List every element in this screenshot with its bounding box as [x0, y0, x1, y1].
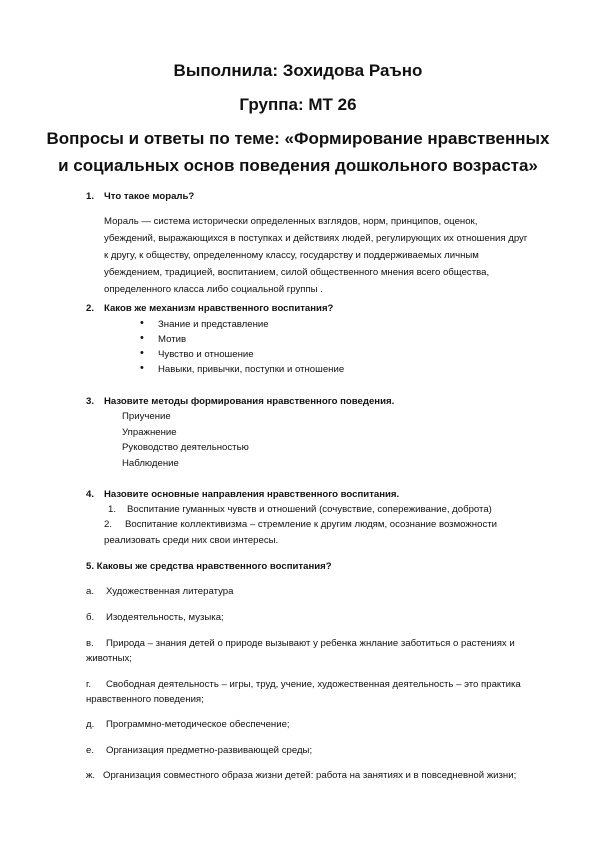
q5-list-item: Природа – знания детей о природе вызывают у ребенка жнлание заботиться о растениях и: [106, 638, 515, 649]
q5-item-letter: б.: [86, 612, 95, 623]
q1-answer-line: Мораль — система исторически определенных взглядов, норм, принципов, оценок,: [104, 216, 478, 227]
q2-list-item: Знание и представление: [158, 319, 269, 330]
q4-list-item: Воспитание гуманных чувств и отношений (сочувствие, сопереживание, доброта): [127, 504, 492, 515]
q5-list-item-continuation: нравственного поведения;: [86, 694, 204, 705]
q2-list-item: Чувство и отношение: [158, 349, 254, 360]
q3-question: Назовите методы формирования нравственного поведения.: [104, 396, 395, 407]
q5-list-item: Организация предметно-развивающей среды;: [106, 745, 313, 756]
q5-list-item: Свободная деятельность – игры, труд, учение, художественная деятельность – это практика: [106, 679, 521, 690]
q4-item-number: 1.: [108, 504, 117, 515]
q1-answer-line: к другу, к обществу, определенному классу, государству и поддерживаемых личным: [104, 250, 479, 261]
q1-question: Что такое мораль?: [104, 191, 195, 202]
q3-list-item: Наблюдение: [122, 458, 179, 469]
q1-answer-line: определенного класса либо социальной группы .: [104, 284, 323, 295]
q1-answer-line: убеждений, выражающихся в поступках и действиях людей, регулирующих их отношения друг: [104, 233, 528, 244]
q5-item-letter: г.: [86, 679, 91, 690]
q5-item-letter: ж.: [86, 770, 96, 781]
q4-number: 4.: [86, 489, 95, 500]
bullet-icon: •: [140, 317, 144, 329]
q4-question: Назовите основные направления нравственного воспитания.: [104, 489, 400, 500]
author-heading: Выполнила: Зохидова Раъно: [173, 61, 423, 80]
q4-item-number: 2.: [104, 519, 113, 530]
q5-question: 5. Каковы же средства нравственного воспитания?: [86, 561, 332, 572]
q5-list-item: Организация совместного образа жизни детей: работа на занятиях и в повседневной жизни;: [103, 770, 517, 781]
bullet-icon: •: [140, 332, 144, 344]
q4-list-item-continuation: реализовать среди них свои интересы.: [104, 535, 279, 546]
q5-list-item-continuation: животных;: [86, 653, 132, 664]
q3-list-item: Приучение: [122, 411, 171, 422]
q3-number: 3.: [86, 396, 95, 407]
bullet-icon: •: [140, 362, 144, 374]
title-line-2: и социальных основ поведения дошкольного возраста»: [58, 156, 538, 175]
q2-list-item: Мотив: [158, 334, 187, 345]
title-line-1: Вопросы и ответы по теме: «Формирование нравственных: [46, 129, 550, 148]
q5-list-item: Программно-методическое обеспечение;: [106, 719, 290, 730]
q5-item-letter: е.: [86, 745, 95, 756]
q5-item-letter: а.: [86, 586, 95, 597]
q5-list-item: Художественная литература: [106, 586, 234, 597]
q2-list-item: Навыки, привычки, поступки и отношение: [158, 364, 345, 375]
q5-item-letter: в.: [86, 638, 94, 649]
q1-answer-line: убеждением, традицией, воспитанием, силой общественного мнения всего общества,: [104, 267, 490, 278]
q2-question: Каков же механизм нравственного воспитания?: [104, 303, 334, 314]
q3-list-item: Упражнение: [122, 427, 177, 438]
bullet-icon: •: [140, 347, 144, 359]
q5-list-item: Изодеятельность, музыка;: [106, 612, 224, 623]
q5-item-letter: д.: [86, 719, 95, 730]
q1-number: 1.: [86, 191, 95, 202]
q4-list-item: Воспитание коллективизма – стремление к другим людям, осознание возможности: [125, 519, 497, 530]
q3-list-item: Руководство деятельностью: [122, 442, 249, 453]
group-heading: Группа: МТ 26: [239, 95, 357, 114]
q2-number: 2.: [86, 303, 95, 314]
